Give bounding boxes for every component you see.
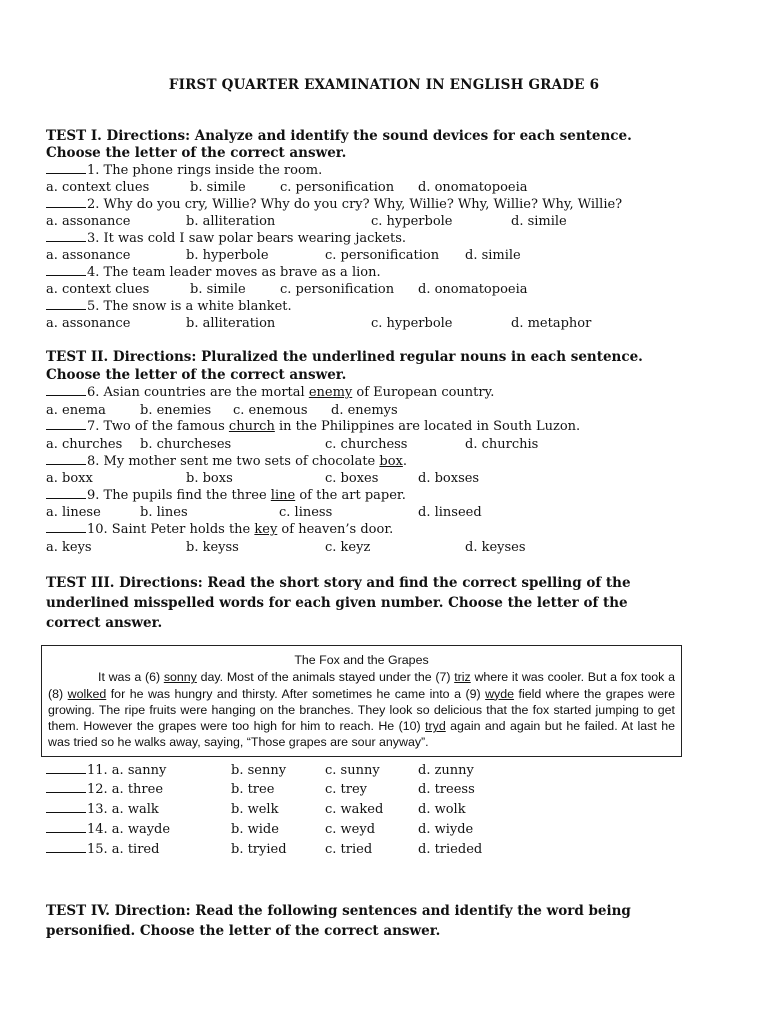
answer-blank[interactable] (46, 841, 86, 853)
option: d. wiyde (418, 822, 474, 837)
option: d. treess (418, 782, 475, 797)
option: b. tryied (231, 842, 287, 857)
question-6: 6. Asian countries are the mortal enemy of European country. (46, 384, 494, 401)
option: c. tried (325, 842, 373, 857)
option: d. boxses (418, 471, 480, 486)
answer-blank[interactable] (46, 762, 86, 774)
option: a. assonance (46, 316, 131, 331)
option: c. waked (325, 802, 384, 817)
answer-blank[interactable] (46, 230, 86, 242)
story-title: The Fox and the Grapes (294, 653, 429, 667)
answer-blank[interactable] (46, 162, 86, 174)
option: b. churcheses (140, 437, 232, 452)
answer-blank[interactable] (46, 453, 86, 465)
option: d. wolk (418, 802, 466, 817)
option: a. linese (46, 505, 101, 520)
answer-blank[interactable] (46, 487, 86, 499)
test3-header: TEST III. Directions: Read the short story and find the correct spelling of the (46, 575, 631, 591)
question-10: 10. Saint Peter holds the key of heaven’s door. (46, 521, 393, 538)
question-15: 15. a. tired (46, 841, 159, 858)
option: a. boxx (46, 471, 93, 486)
option: d. enemys (331, 403, 398, 418)
option: b. enemies (140, 403, 212, 418)
question-5: 5. The snow is a white blanket. (46, 298, 292, 315)
answer-blank[interactable] (46, 801, 86, 813)
underlined-word: line (270, 488, 296, 503)
answer-blank[interactable] (46, 264, 86, 276)
option: d. trieded (418, 842, 483, 857)
misspelled-word: wolked (67, 686, 107, 701)
option: c. liness (279, 505, 333, 520)
option: d. churchis (465, 437, 539, 452)
option: c. personification (280, 180, 395, 195)
option: b. hyperbole (186, 248, 269, 263)
test2-header: TEST II. Directions: Pluralized the underlined regular nouns in each sentence. (46, 349, 643, 365)
option: c. sunny (325, 763, 380, 778)
underlined-word: enemy (308, 385, 353, 400)
answer-blank[interactable] (46, 781, 86, 793)
option: d. metaphor (511, 316, 592, 331)
option: c. weyd (325, 822, 376, 837)
option: d. onomatopoeia (418, 180, 528, 195)
option: d. linseed (418, 505, 482, 520)
question-11: 11. a. sanny (46, 762, 166, 779)
option: c. hyperbole (371, 214, 453, 229)
option: b. senny (231, 763, 287, 778)
option: b. wide (231, 822, 279, 837)
question-4: 4. The team leader moves as brave as a lion. (46, 264, 381, 281)
option: c. boxes (325, 471, 379, 486)
option: a. assonance (46, 248, 131, 263)
option: d. zunny (418, 763, 474, 778)
test3-header-3: correct answer. (46, 615, 163, 631)
page-title: FIRST QUARTER EXAMINATION IN ENGLISH GRADE 6 (168, 77, 600, 93)
test1-header: TEST I. Directions: Analyze and identify the sound devices for each sentence. (46, 128, 632, 144)
underlined-word: box (379, 454, 403, 469)
question-7: 7. Two of the famous church in the Philippines are located in South Luzon. (46, 418, 580, 435)
question-12: 12. a. three (46, 781, 163, 798)
option: a. churches (46, 437, 123, 452)
option: a. enema (46, 403, 106, 418)
option: c. churchess (325, 437, 408, 452)
option: a. assonance (46, 214, 131, 229)
misspelled-word: wyde (485, 686, 515, 701)
test1-header-2: Choose the letter of the correct answer. (46, 145, 347, 161)
option: a. keys (46, 540, 92, 555)
question-1: 1. The phone rings inside the room. (46, 162, 322, 179)
question-14: 14. a. wayde (46, 821, 170, 838)
question-13: 13. a. walk (46, 801, 159, 818)
answer-blank[interactable] (46, 298, 86, 310)
question-3: 3. It was cold I saw polar bears wearing jackets. (46, 230, 406, 247)
underlined-word: church (228, 419, 275, 434)
test4-header: TEST IV. Direction: Read the following sentences and identify the word being (46, 903, 631, 919)
story-text: It was a (6) sonny day. Most of the animals stayed under the (7) triz where it was cooler. But a fox took a (8) wolked for he was hungry and thirsty. After sometimes he came into a (9) wyde field where the grapes were growing. The ripe fruits were hanging on the branches. They look so delicious that the fox started jumping to get them. However the grapes were too high for him to reach. He (10) tryd again and again but he failed. At last he was tried so he walks away, saying, “Those grapes are sour anyway”. (48, 670, 675, 750)
option: b. keyss (186, 540, 239, 555)
misspelled-word: sonny (163, 670, 197, 685)
option: b. lines (140, 505, 188, 520)
option: a. context clues (46, 282, 150, 297)
question-8: 8. My mother sent me two sets of chocolate box. (46, 453, 407, 470)
test3-header-2: underlined misspelled words for each given number. Choose the letter of the (46, 595, 628, 611)
underlined-word: key (254, 522, 278, 537)
option: b. boxs (186, 471, 233, 486)
option: c. trey (325, 782, 368, 797)
option: d. onomatopoeia (418, 282, 528, 297)
story-box (41, 645, 682, 757)
answer-blank[interactable] (46, 821, 86, 833)
option: c. enemous (233, 403, 308, 418)
option: b. welk (231, 802, 279, 817)
option: b. tree (231, 782, 275, 797)
answer-blank[interactable] (46, 418, 86, 430)
answer-blank[interactable] (46, 384, 86, 396)
option: b. alliteration (186, 214, 276, 229)
misspelled-word: tryd (425, 719, 446, 734)
option: b. simile (190, 282, 246, 297)
option: d. simile (511, 214, 567, 229)
option: c. personification (280, 282, 395, 297)
option: b. alliteration (186, 316, 276, 331)
option: c. personification (325, 248, 440, 263)
option: c. hyperbole (371, 316, 453, 331)
option: b. simile (190, 180, 246, 195)
option: d. keyses (465, 540, 526, 555)
answer-blank[interactable] (46, 521, 86, 533)
option: d. simile (465, 248, 521, 263)
misspelled-word: triz (454, 670, 471, 685)
test4-header-2: personified. Choose the letter of the correct answer. (46, 923, 441, 939)
answer-blank[interactable] (46, 196, 86, 208)
option: c. keyz (325, 540, 371, 555)
question-2: 2. Why do you cry, Willie? Why do you cry? Why, Willie? Why, Willie? Why, Willie? (46, 196, 622, 213)
test2-header-2: Choose the letter of the correct answer. (46, 367, 347, 383)
question-9: 9. The pupils find the three line of the art paper. (46, 487, 406, 504)
option: a. context clues (46, 180, 150, 195)
